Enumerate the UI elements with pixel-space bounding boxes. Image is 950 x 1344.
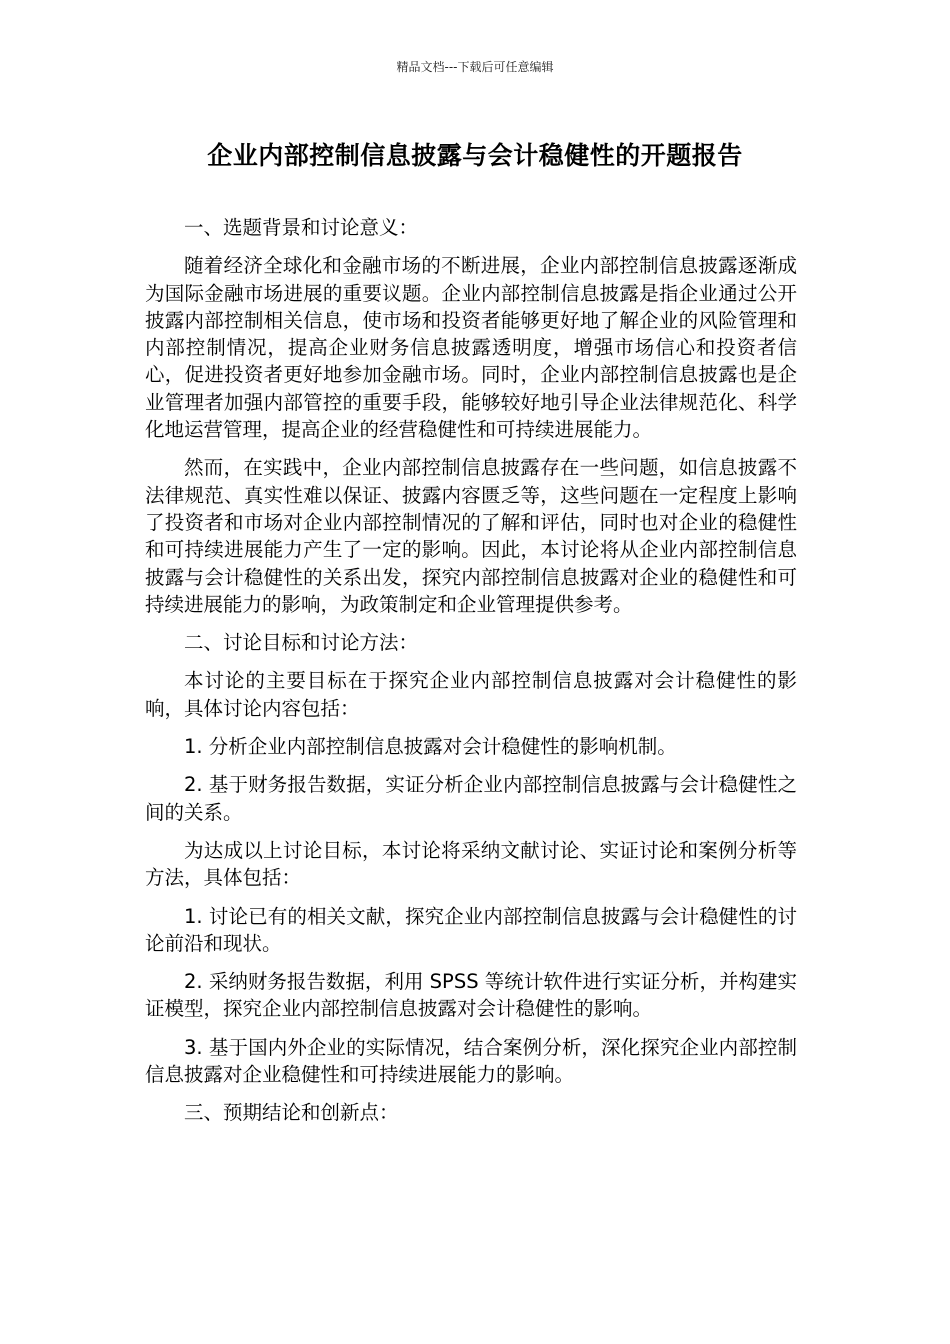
list-item-objective-1: 1. 分析企业内部控制信息披露对会计稳健性的影响机制。 xyxy=(184,735,677,759)
section-heading-conclusions: 三、预期结论和创新点： xyxy=(184,1101,399,1125)
paragraph-background: 随着经济全球化和金融市场的不断进展，企业内部控制信息披露逐渐成为国际金融市场进展的重要议题。企业内部控制信息披露是指企业通过公开披露内部控制相关信息，使市场和投资者能够更好地了解企业的风险管理和内部控制情况，提高企业财务信息披露透明度，增强市场信心和投资者信心，促进投资者更好地参加金融市场。同时，企业内部控制信息披露也是企业管理者加强内部管控的重要手段，能够较好地引导企业法律规范化、科学化地运营管理，提高企业的经营稳健性和可持续进展能力。 xyxy=(145,254,797,442)
document-body xyxy=(145,214,797,1138)
section-heading-objectives: 二、讨论目标和讨论方法： xyxy=(184,631,419,655)
list-item-method-2: 2. 采纳财务报告数据，利用 SPSS 等统计软件进行实证分析，并构建实证模型，探究企业内部控制信息披露对会计稳健性的影响。 xyxy=(145,970,797,1021)
document-title: 企业内部控制信息披露与会计稳健性的开题报告 xyxy=(207,141,743,170)
page-header: 精品文档---下载后可任意编辑 xyxy=(396,60,554,74)
paragraph-objectives-intro: 本讨论的主要目标在于探究企业内部控制信息披露对会计稳健性的影响，具体讨论内容包括： xyxy=(145,669,797,720)
paragraph-methods-intro: 为达成以上讨论目标，本讨论将采纳文献讨论、实证讨论和案例分析等方法，具体包括： xyxy=(145,838,797,890)
section-heading-background: 一、选题背景和讨论意义： xyxy=(184,216,419,239)
list-item-method-1: 1. 讨论已有的相关文献，探究企业内部控制信息披露与会计稳健性的讨论前沿和现状。 xyxy=(145,904,797,955)
list-item-objective-2: 2. 基于财务报告数据，实证分析企业内部控制信息披露与会计稳健性之间的关系。 xyxy=(145,773,797,824)
paragraph-problems: 然而，在实践中，企业内部控制信息披露存在一些问题，如信息披露不法律规范、真实性难以保证、披露内容匮乏等，这些问题在一定程度上影响了投资者和市场对企业内部控制情况的了解和评估，同时也对企业的稳健性和可持续进展能力产生了一定的影响。因此，本讨论将从企业内部控制信息披露与会计稳健性的关系出发，探究内部控制信息披露对企业的稳健性和可持续进展能力的影响，为政策制定和企业管理提供参考。 xyxy=(145,456,797,616)
list-item-method-3: 3. 基于国内外企业的实际情况，结合案例分析，深化探究企业内部控制信息披露对企业稳健性和可持续进展能力的影响。 xyxy=(145,1035,797,1087)
